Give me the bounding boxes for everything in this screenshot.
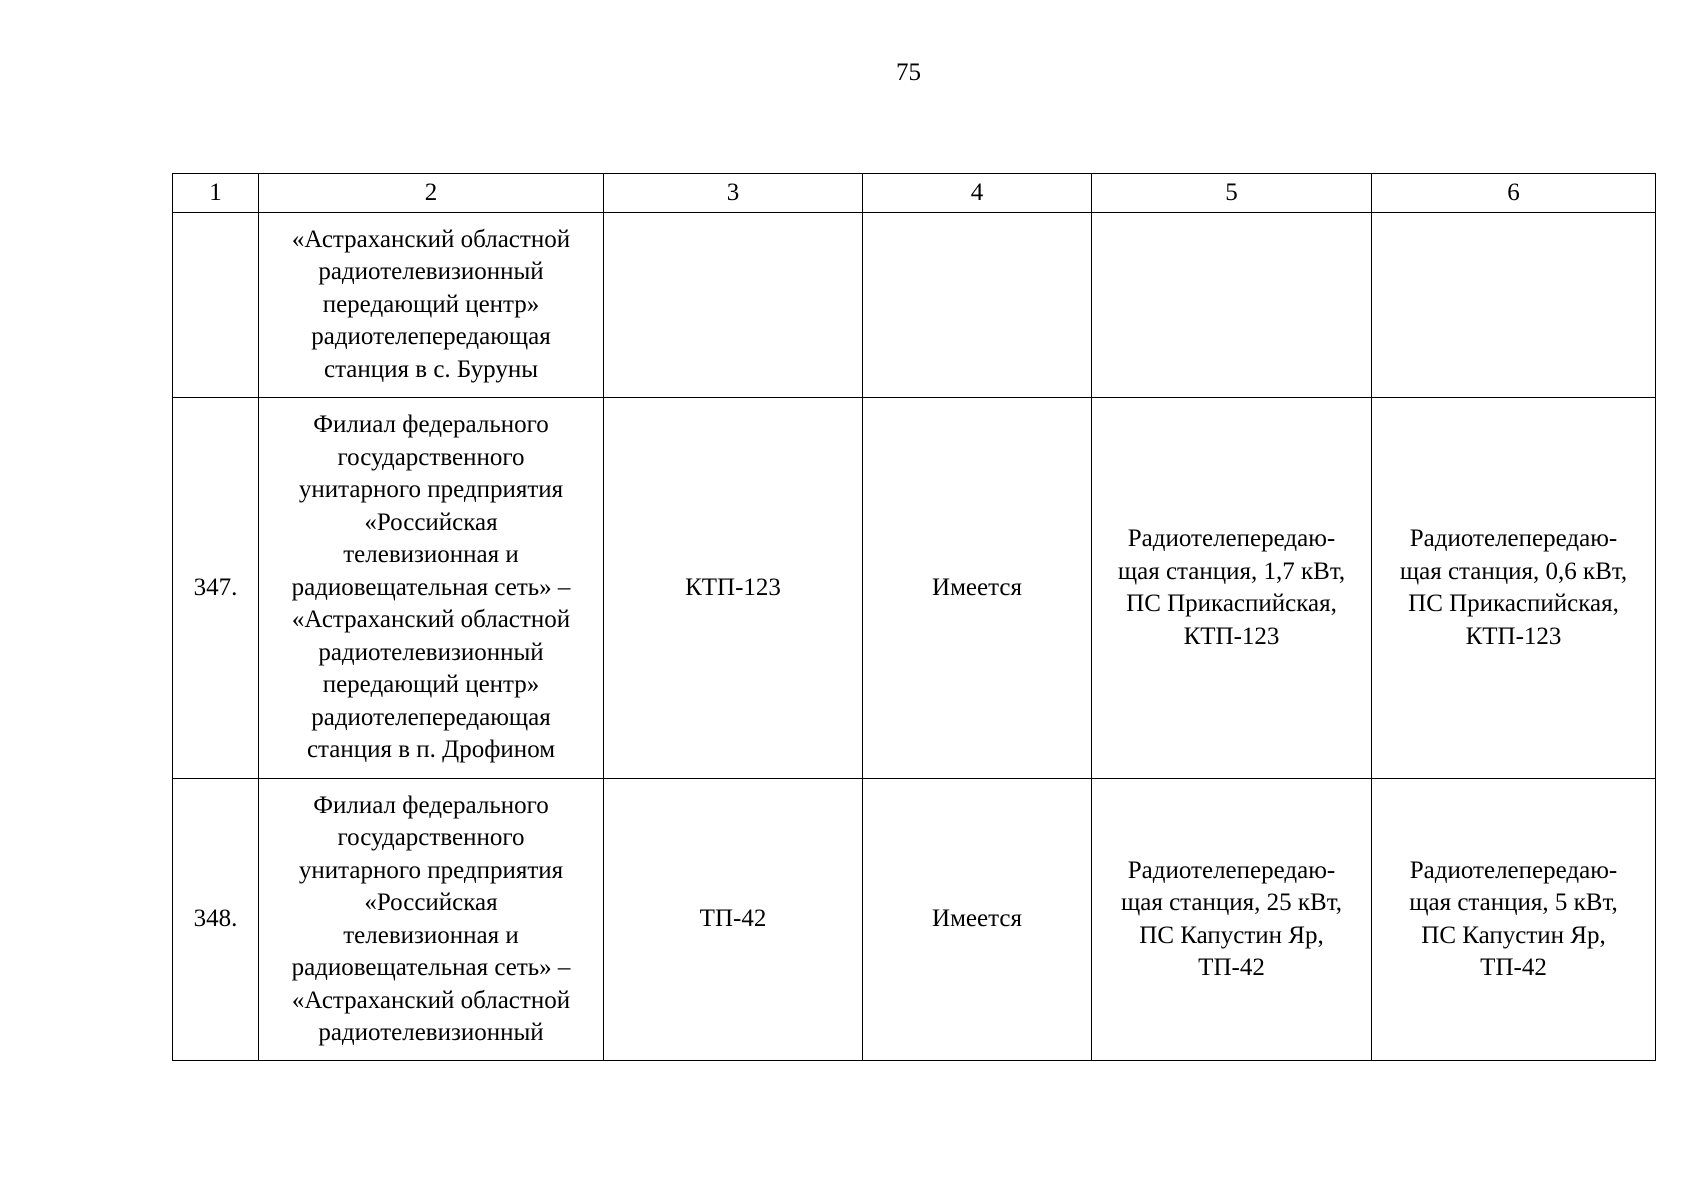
row-number: 348. <box>173 779 259 1061</box>
object-name: Филиал федерального государственного унитарного предприятия «Российская телевизионная и радиовещательная сеть» – «Астраханский областной радиотелевизионный <box>259 779 604 1061</box>
availability: Имеется <box>863 398 1092 779</box>
requested-capacity: Радиотелепередаю- щая станция, 25 кВт, ПС Капустин Яр, ТП-42 <box>1092 779 1372 1061</box>
column-header: 2 <box>259 174 604 213</box>
row-number: 347. <box>173 398 259 779</box>
table-header-row <box>173 174 1656 213</box>
page-number: 75 <box>896 59 921 86</box>
existing-capacity: Радиотелепередаю- щая станция, 5 кВт, ПС Капустин Яр, ТП-42 <box>1372 779 1656 1061</box>
table-row <box>173 398 1656 779</box>
substation <box>604 213 863 398</box>
column-header: 4 <box>863 174 1092 213</box>
substation: ТП-42 <box>604 779 863 1061</box>
column-header: 5 <box>1092 174 1372 213</box>
object-name: «Астраханский областной радиотелевизионный передающий центр» радиотелепередающая станция в с. Буруны <box>259 213 604 398</box>
object-name: Филиал федерального государственного унитарного предприятия «Российская телевизионная и радиовещательная сеть» – «Астраханский областной радиотелевизионный передающий центр» радиотелепередающая станция в п. Дрофином <box>259 398 604 779</box>
table-row <box>173 213 1656 398</box>
requested-capacity: Радиотелепередаю- щая станция, 1,7 кВт, ПС Прикаспийская, КТП-123 <box>1092 398 1372 779</box>
table-row <box>173 779 1656 1061</box>
data-table <box>172 173 1656 1061</box>
column-header: 1 <box>173 174 259 213</box>
availability: Имеется <box>863 779 1092 1061</box>
availability <box>863 213 1092 398</box>
existing-capacity: Радиотелепередаю- щая станция, 0,6 кВт, ПС Прикаспийская, КТП-123 <box>1372 398 1656 779</box>
column-header: 6 <box>1372 174 1656 213</box>
substation: КТП-123 <box>604 398 863 779</box>
row-number <box>173 213 259 398</box>
existing-capacity <box>1372 213 1656 398</box>
requested-capacity <box>1092 213 1372 398</box>
column-header: 3 <box>604 174 863 213</box>
